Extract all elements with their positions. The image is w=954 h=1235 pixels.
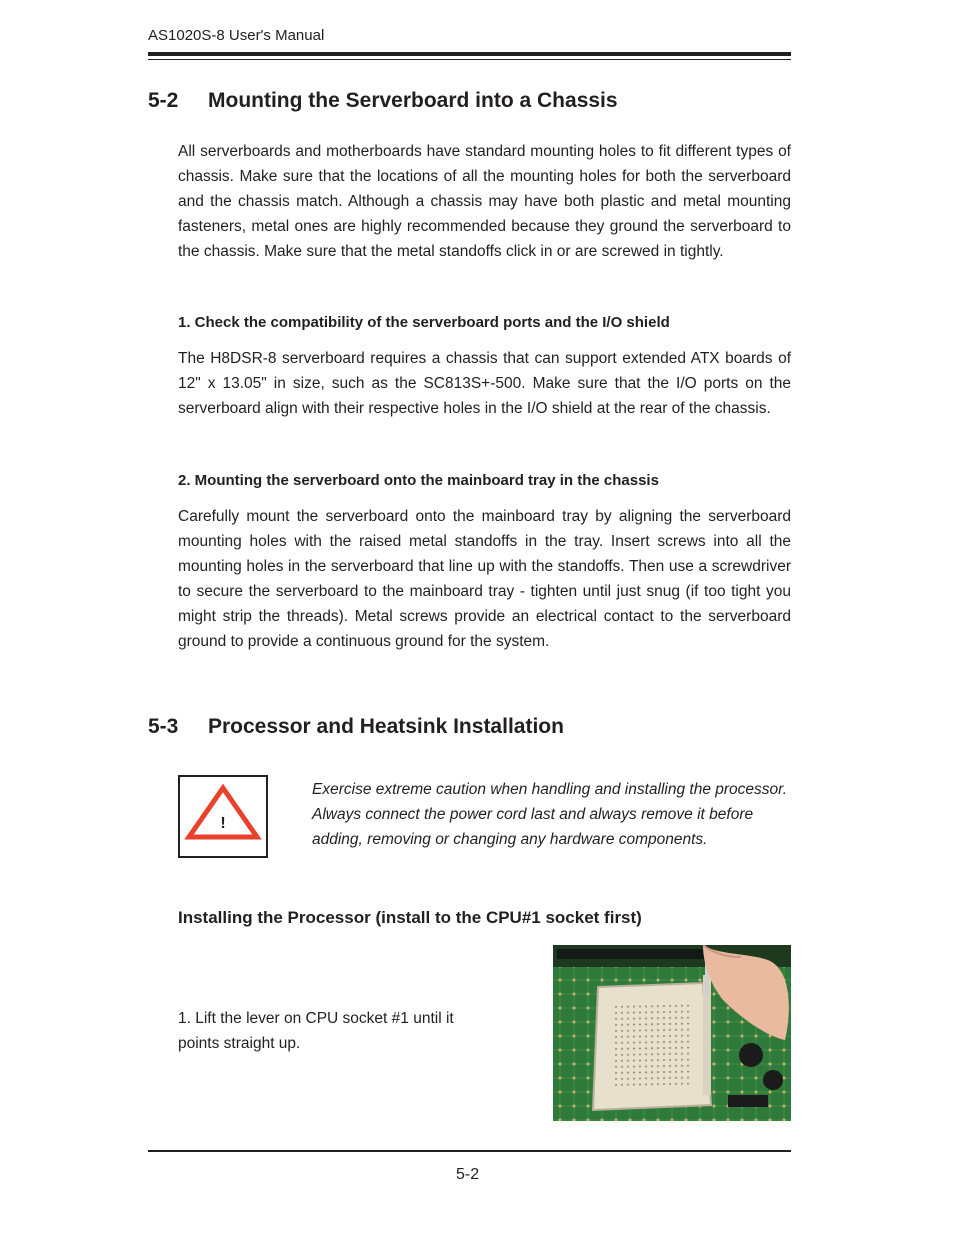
warning-text: Exercise extreme caution when handling and installing the processor. Always connect the power cord last and always remove it before adding, removing or changing any hardware components. xyxy=(312,781,788,848)
step1-paragraph: The H8DSR-8 serverboard requires a chassis that can support extended ATX boards of 12" x 13.05" in size, such as the SC813S+-500. Make sure that the I/O ports on the serverboard align with their respective holes in the I/O shield at the rear of the chassis. xyxy=(178,350,791,417)
page-number: 5-2 xyxy=(456,1166,480,1183)
step1-heading: 1. Check the compatibility of the serverboard ports and the I/O shield xyxy=(178,314,670,331)
intro-paragraph: All serverboards and motherboards have standard mounting holes to fit different types of chassis. Make sure that the locations of all the mounting holes for both the serverboard and the chassis match. Although a chassis may have both plastic and metal mounting fasteners, metal ones are highly recommended because they ground the serverboard to the chassis. Make sure that the metal standoffs click in or are screwed in tightly. xyxy=(178,143,791,260)
warning-triangle-icon xyxy=(180,777,266,856)
footer-rule xyxy=(148,1150,791,1152)
cpu-socket-photo xyxy=(553,945,791,1121)
processor-install-heading: Installing the Processor (install to the CPU#1 socket first) xyxy=(178,908,642,927)
section-heading-5-3 xyxy=(148,715,564,739)
manual-title: AS1020S-8 User's Manual xyxy=(148,27,325,44)
section-number: 5-2 xyxy=(148,89,179,112)
step2-heading: 2. Mounting the serverboard onto the mainboard tray in the chassis xyxy=(178,472,659,489)
header-rule-thin xyxy=(148,59,791,60)
step2-paragraph: Carefully mount the serverboard onto the mainboard tray by aligning the serverboard mounting holes with the raised metal standoffs in the tray. Insert screws into all the mounting holes in the serverboard that line up with the standoffs. Then use a screwdriver to secure the serverboard to the mainboard tray - tighten until just snug (if too tight you might strip the threads). Metal screws provide an electrical contact to the serverboard ground to provide a continuous ground for the system. xyxy=(178,508,791,650)
section-number: 5-3 xyxy=(148,715,179,738)
warning-mark: ! xyxy=(220,815,226,832)
section-title: Processor and Heatsink Installation xyxy=(208,715,564,738)
processor-step-1: 1. Lift the lever on CPU socket #1 until it points straight up. xyxy=(178,1010,454,1052)
header-rule xyxy=(148,52,791,56)
warning-box xyxy=(178,775,268,858)
section-heading-5-2 xyxy=(148,89,618,113)
section-title: Mounting the Serverboard into a Chassis xyxy=(208,89,618,112)
